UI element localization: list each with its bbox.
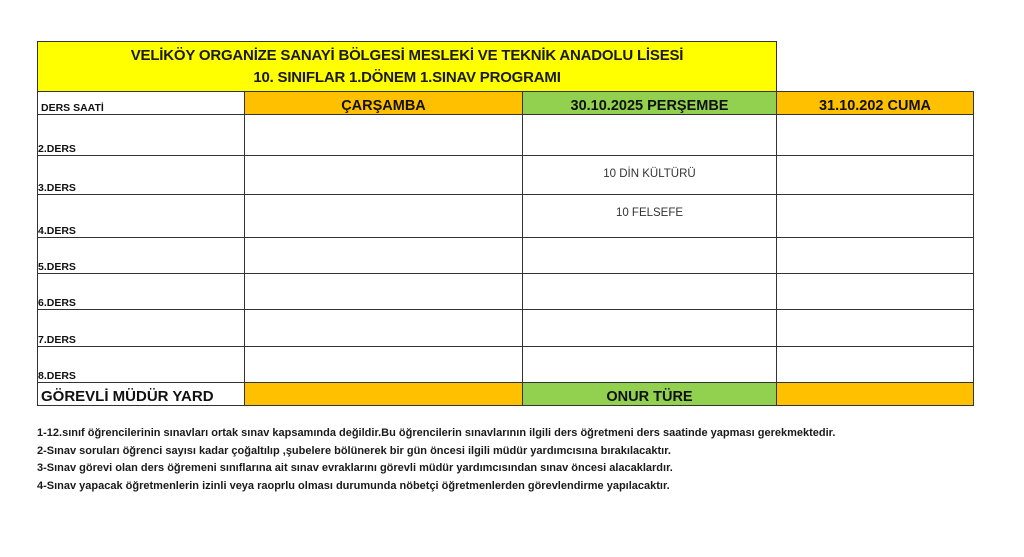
header-row — [38, 92, 974, 115]
row-label: 7.DERS — [38, 310, 245, 347]
exam-program-title: 10. SINIFLAR 1.DÖNEM 1.SINAV PROGRAMI — [253, 69, 561, 86]
schedule-cell — [245, 195, 523, 238]
table-row — [38, 195, 974, 238]
duty-name-thursday: ONUR TÜRE — [523, 383, 777, 406]
schedule-cell — [777, 238, 974, 274]
note-item: 1-12.sınıf öğrencilerinin sınavları ortak sınav kapsamında değildir.Bu öğrencilerin sınavlarının ilgili ders öğretmeni ders saatinde yapması gerekmektedir. — [37, 427, 836, 439]
schedule-cell — [523, 274, 777, 310]
table-row — [38, 310, 974, 347]
table-row — [38, 347, 974, 383]
schedule-cell — [777, 347, 974, 383]
schedule-cell — [523, 238, 777, 274]
notes-section — [37, 425, 997, 495]
schedule-cell — [523, 310, 777, 347]
schedule-cell — [245, 347, 523, 383]
schedule-cell — [777, 156, 974, 195]
table-row — [38, 115, 974, 156]
table-row — [38, 238, 974, 274]
schedule-cell — [523, 347, 777, 383]
note-item: 4-Sınav yapacak öğretmenlerin izinli veya raoprlu olması durumunda nöbetçi öğretmenlerden görevlendirme yapılacaktır. — [37, 479, 670, 492]
schedule-cell — [245, 238, 523, 274]
schedule-cell — [245, 274, 523, 310]
schedule-cell: 10 FELSEFE — [523, 195, 777, 238]
document-title-banner — [37, 41, 777, 92]
note-item: 3-Sınav görevi olan ders öğremeni sınıflarına ait sınav evraklarını görevli müdür yardımcısından sınav öncesi alacaklardır. — [37, 462, 673, 474]
day-header-thursday: 30.10.2025 PERŞEMBE — [523, 92, 777, 115]
schedule-cell — [777, 274, 974, 310]
schedule-cell — [245, 115, 523, 156]
schedule-cell — [777, 310, 974, 347]
day-header-wednesday: ÇARŞAMBA — [245, 92, 523, 115]
duty-vice-principal-label: GÖREVLİ MÜDÜR YARD — [38, 383, 245, 406]
schedule-cell — [777, 195, 974, 238]
schedule-cell — [523, 115, 777, 156]
row-label: 6.DERS — [38, 274, 245, 310]
exam-schedule-table — [37, 91, 974, 406]
duty-name-friday — [777, 383, 974, 406]
footer-row — [38, 383, 974, 406]
note-item: 2-Sınav soruları öğrenci sayısı kadar çoğaltılıp ,şubelere bölünerek bir gün öncesi ilgili müdür yardımcısına bırakılacaktır. — [37, 444, 671, 457]
schedule-cell — [245, 310, 523, 347]
duty-name-wednesday — [245, 383, 523, 406]
row-label: 2.DERS — [38, 115, 245, 156]
table-row — [38, 274, 974, 310]
day-header-friday: 31.10.202 CUMA — [777, 92, 974, 115]
school-name-title: VELİKÖY ORGANİZE SANAYİ BÖLGESİ MESLEKİ VE TEKNİK ANADOLU LİSESİ — [130, 47, 684, 64]
row-label: 4.DERS — [38, 195, 245, 238]
schedule-cell: 10 DİN KÜLTÜRÜ — [523, 156, 777, 195]
lesson-hour-header: DERS SAATİ — [38, 92, 245, 115]
row-label: 5.DERS — [38, 238, 245, 274]
schedule-cell — [245, 156, 523, 195]
row-label: 8.DERS — [38, 347, 245, 383]
schedule-cell — [777, 115, 974, 156]
table-row — [38, 156, 974, 195]
row-label: 3.DERS — [38, 156, 245, 195]
